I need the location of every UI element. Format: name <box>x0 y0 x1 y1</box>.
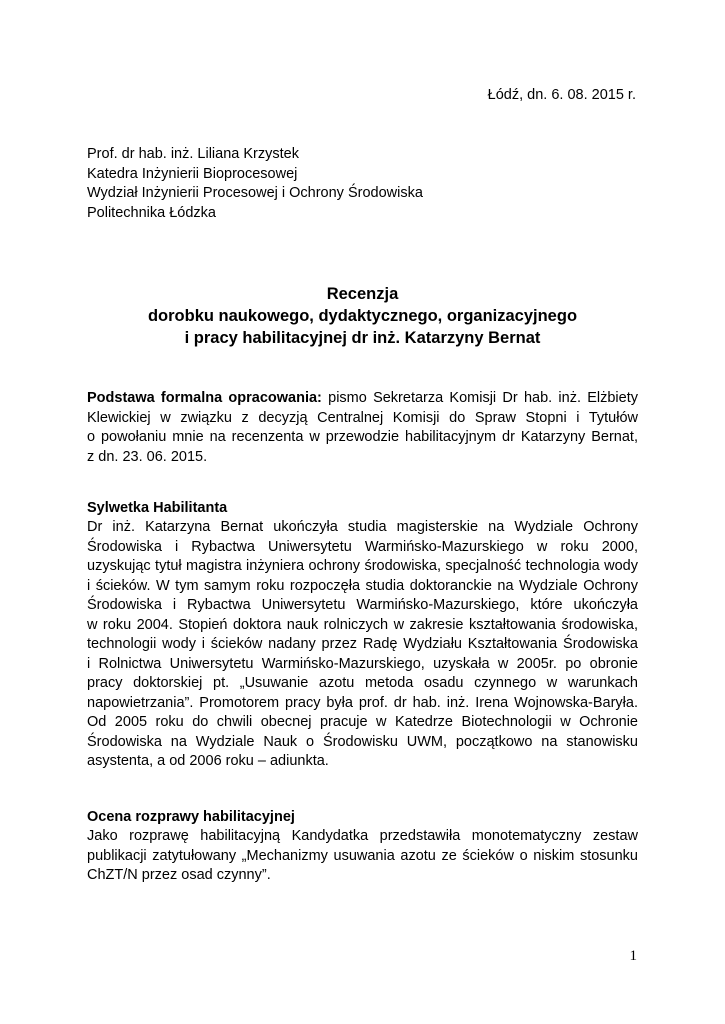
profile-heading: Sylwetka Habilitanta <box>87 500 228 516</box>
letter-date: Łódź, dn. 6. 08. 2015 r. <box>487 87 636 103</box>
evaluation-heading: Ocena rozprawy habilitacyjnej <box>87 809 295 825</box>
formal-basis-text: pismo Sekretarza Komisji Dr hab. inż. Elżbiety <box>321 390 638 406</box>
paragraph-line: uzyskując tytuł magistra inżyniera ochrony środowiska, specjalność technologia wody <box>87 558 638 574</box>
title-line-1: Recenzja <box>326 285 399 303</box>
paragraph-line: Środowiska i Rybactwa Uniwersytetu Warmińsko-Mazurskiego w roku 2000, <box>87 538 638 555</box>
author-department: Katedra Inżynierii Bioprocesowej <box>87 165 298 182</box>
paragraph-line: Środowiska i Rybactwa Uniwersytetu Warmińsko-Mazurskiego, które ukończyła <box>87 597 638 613</box>
paragraph-line: Od 2005 roku do chwili obecnej pracuje w Katedrze Biotechnologii w Ochronie <box>87 714 638 730</box>
paragraph-line: publikacji zatytułowany „Mechanizmy usuwania azotu ze ścieków o niskim stosunku <box>87 847 638 864</box>
paragraph-line: z dn. 23. 06. 2015. <box>87 448 208 465</box>
paragraph-line: Jako rozprawę habilitacyjną Kandydatka przedstawiła monotematyczny zestaw <box>87 828 638 844</box>
paragraph-line <box>87 389 638 409</box>
profile-paragraph <box>87 518 638 772</box>
paragraph-line: Środowiska na Wydziale Nauk o Środowisku UWM, początkowo na stanowisku <box>87 733 638 750</box>
paragraph-line: napowietrzania”. Promotorem pracy była prof. dr hab. inż. Irena Wojnowska-Baryła. <box>87 694 638 711</box>
paragraph-line: technologii wody i ścieków nadany przez Radę Wydziału Kształtowania Środowiska <box>87 636 638 652</box>
page-number: 1 <box>629 948 637 964</box>
paragraph-line: pracy doktorskiej pt. „Usuwanie azotu metoda osadu czynnego w warunkach <box>87 675 638 691</box>
author-block <box>87 145 423 223</box>
paragraph-line: asystenta, a od 2006 roku – adiunkta. <box>87 753 329 769</box>
author-name: Prof. dr hab. inż. Liliana Krzystek <box>87 146 299 162</box>
title-line-2: dorobku naukowego, dydaktycznego, organizacyjnego <box>147 307 578 325</box>
paragraph-line: o powołaniu mnie na recenzenta w przewodzie habilitacyjnym dr Katarzyny Bernat, <box>87 429 638 445</box>
paragraph-line: i ścieków. W tym samym roku rozpoczęła studia doktoranckie na Wydziale Ochrony <box>87 577 638 594</box>
paragraph-line: Dr inż. Katarzyna Bernat ukończyła studia magisterskie na Wydziale Ochrony <box>87 519 638 535</box>
formal-basis-label: Podstawa formalna opracowania: <box>87 390 322 406</box>
formal-basis-paragraph <box>87 389 638 467</box>
paragraph-line: Klewickiej w związku z decyzją Centralnej Komisji do Spraw Stopni i Tytułów <box>87 409 638 426</box>
paragraph-line: w roku 2004. Stopień doktora nauk rolniczych w zakresie kształtowania środowiska, <box>87 616 638 633</box>
paragraph-line: ChZT/N przez osad czynny”. <box>87 867 271 883</box>
evaluation-paragraph <box>87 827 638 886</box>
document-title <box>0 283 725 349</box>
paragraph-line: i Rolnictwa Uniwersytetu Warmińsko-Mazurskiego, uzyskała w 2005r. po obronie <box>87 655 638 672</box>
author-university: Politechnika Łódzka <box>87 204 216 221</box>
title-line-3: i pracy habilitacyjnej dr inż. Katarzyny Bernat <box>184 329 541 347</box>
author-faculty: Wydział Inżynierii Procesowej i Ochrony Środowiska <box>87 185 423 201</box>
